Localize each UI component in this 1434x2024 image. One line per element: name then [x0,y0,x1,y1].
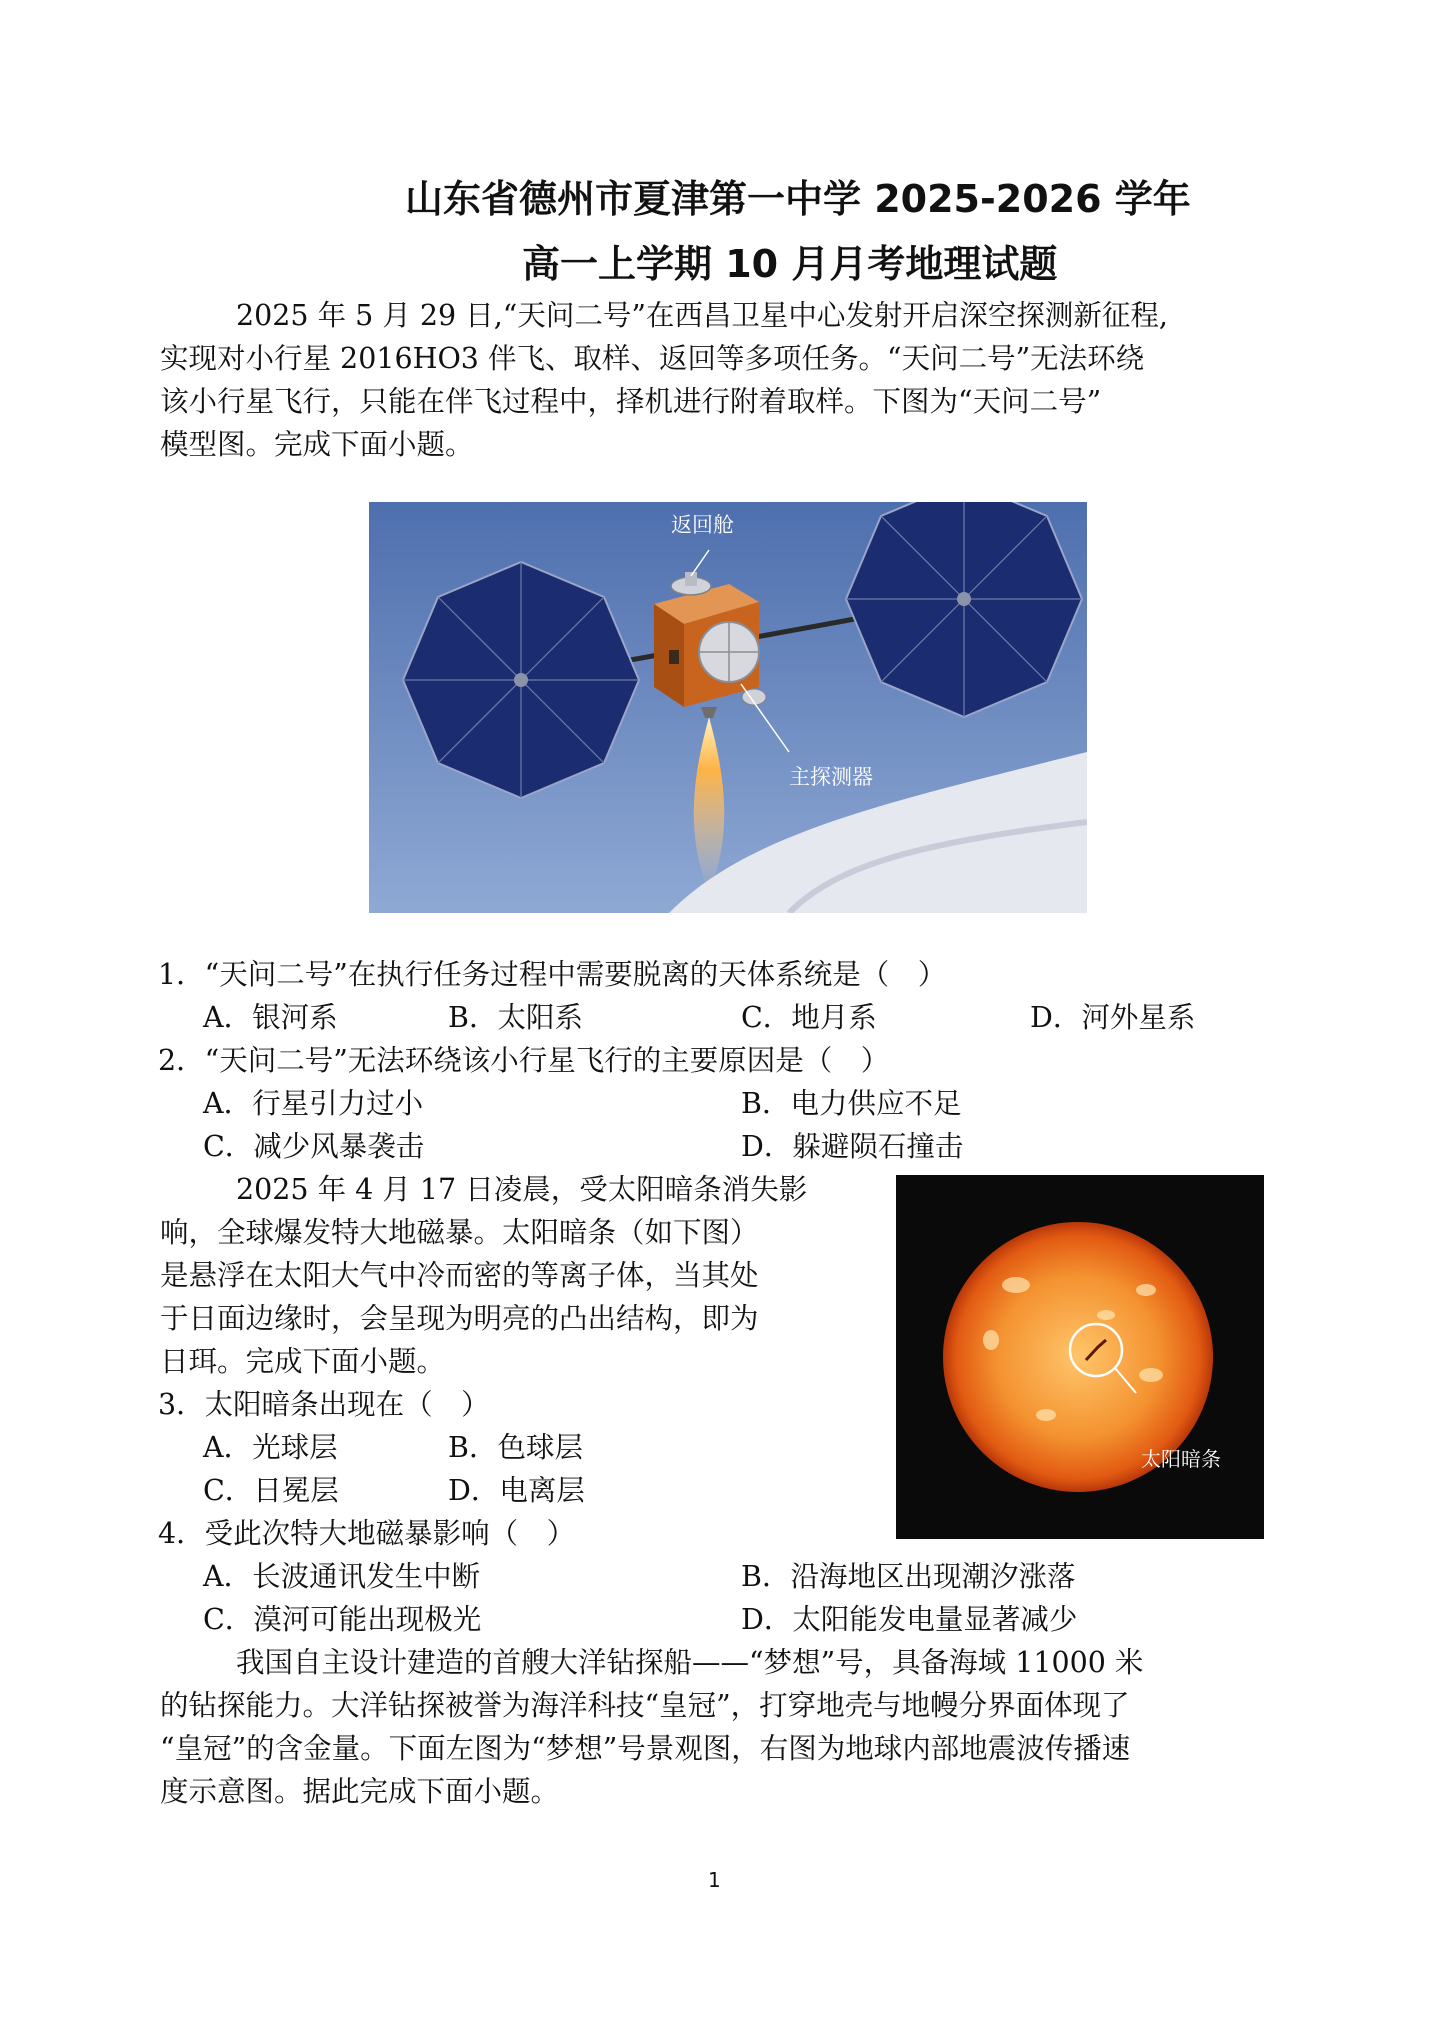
q3-option-b: B．色球层 [448,1431,583,1464]
q4-option-d: D．太阳能发电量显著减少 [741,1603,1078,1636]
title-line-1: 山东省德州市夏津第一中学 2025-2026 学年 [405,177,1191,221]
probe-label: 主探测器 [789,765,873,789]
q1-option-d: D．河外星系 [1030,1001,1196,1034]
q4-option-c: C．漠河可能出现极光 [203,1603,482,1636]
q2-option-a: A．行星引力过小 [203,1087,424,1120]
question-4-stem: 4．受此次特大地磁暴影响（ ） [158,1517,576,1550]
intro2-line: 是悬浮在太阳大气中冷而密的等离子体，当其处 [160,1259,759,1292]
q2-option-c: C．减少风暴袭击 [203,1130,425,1163]
intro3-line: 我国自主设计建造的首艘大洋钻探船——“梦想”号，具备海域 11000 米 [236,1646,1144,1679]
intro3-line: 度示意图。据此完成下面小题。 [160,1775,560,1808]
title-line-2: 高一上学期 10 月月考地理试题 [522,242,1058,286]
sun-figure [896,1175,1264,1539]
q4-option-b: B．沿海地区出现潮汐涨落 [741,1560,1076,1593]
q4-option-a: A．长波通讯发生中断 [203,1560,481,1593]
intro1-line: 该小行星飞行，只能在伴飞过程中，择机进行附着取样。下图为“天问二号” [160,385,1102,418]
intro-paragraph-1 [160,294,1280,466]
q3-option-a: A．光球层 [203,1431,338,1464]
question-3-stem: 3．太阳暗条出现在（ ） [158,1388,490,1421]
tianwen2-figure [369,502,1087,913]
q1-option-a: A．银河系 [203,1001,338,1034]
page-number: 1 [708,1868,721,1892]
intro1-line: 2025 年 5 月 29 日,“天问二号”在西昌卫星中心发射开启深空探测新征程, [236,299,1168,332]
filament-label: 太阳暗条 [1141,1447,1221,1471]
capsule-label: 返回舱 [671,513,734,537]
q2-option-b: B．电力供应不足 [741,1087,962,1120]
intro1-line: 模型图。完成下面小题。 [160,428,474,461]
intro-paragraph-2 [160,1168,866,1383]
intro1-line: 实现对小行星 2016HO3 伴飞、取样、返回等多项任务。“天问二号”无法环绕 [160,342,1145,375]
tianwen2-illustration [369,502,1087,913]
q3-option-d: D．电离层 [448,1474,585,1507]
intro2-line: 日珥。完成下面小题。 [160,1345,446,1378]
q2-option-d: D．躲避陨石撞击 [741,1130,964,1163]
sun-filament-image [896,1175,1264,1539]
left-solar-panel [403,562,639,798]
q1-option-c: C．地月系 [741,1001,877,1034]
intro2-line: 响，全球爆发特大地磁暴。太阳暗条（如下图） [160,1216,759,1249]
question-2-stem: 2．“天问二号”无法环绕该小行星飞行的主要原因是（ ） [158,1044,890,1077]
intro3-line: 的钻探能力。大洋钻探被誉为海洋科技“皇冠”，打穿地壳与地幔分界面体现了 [160,1689,1130,1722]
intro3-line: “皇冠”的含金量。下面左图为“梦想”号景观图，右图为地球内部地震波传播速 [160,1732,1131,1765]
intro-paragraph-3 [160,1641,1280,1813]
question-1-stem: 1．“天问二号”在执行任务过程中需要脱离的天体系统是（ ） [158,958,947,991]
intro2-line: 2025 年 4 月 17 日凌晨，受太阳暗条消失影 [236,1173,808,1206]
intro2-line: 于日面边缘时，会呈现为明亮的凸出结构，即为 [160,1302,759,1335]
q3-option-c: C．日冕层 [203,1474,339,1507]
q1-option-b: B．太阳系 [448,1001,583,1034]
